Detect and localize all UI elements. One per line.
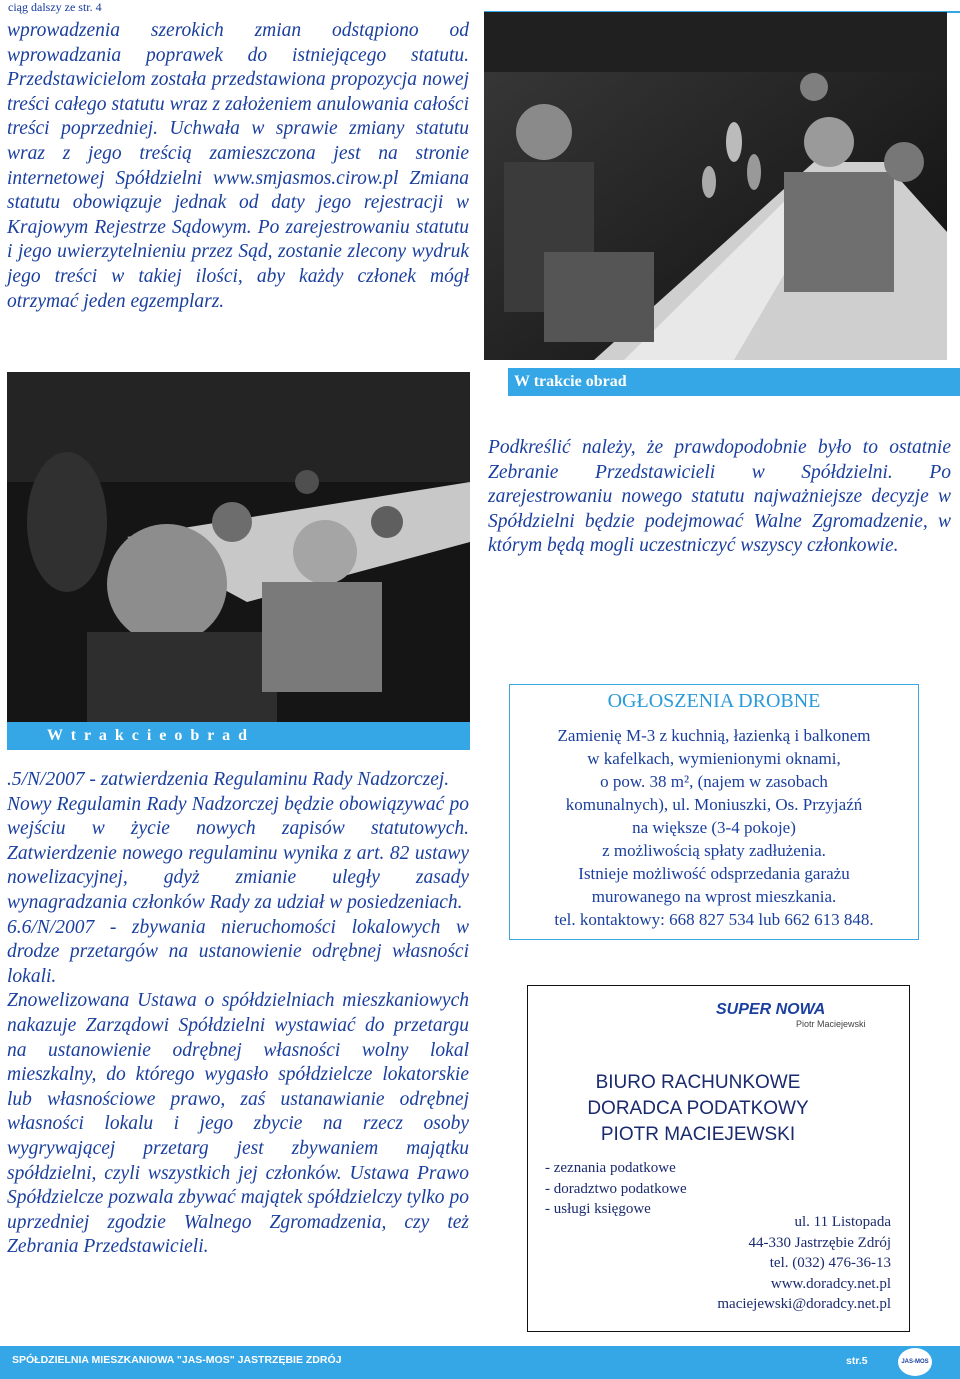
classifieds-box (509, 684, 919, 940)
classified-line: tel. kontaktowy: 668 827 534 lub 662 613 848. (554, 910, 874, 929)
caption-text: W trakcie obrad (514, 373, 627, 390)
footer-bar (0, 1346, 960, 1379)
photo-meeting-left (7, 372, 470, 722)
paragraph: Znowelizowana Ustawa o spółdzielniach mieszkaniowych nakazuje Zarządowi Spółdzielni wystawiać do przetargu na ustanowienie odrębnej własności wolny lokal mieszkalny, do którego wygasło spółdzielcze lokatorskie lub własnościowe prawo, zaś ustanawianie odrębnej własności lokalu i jego zbycie na rzecz osoby wygrywającej przetarg jest zbywaniem majątku spółdzielni, czyli wszystkich jej członków. Ustawa Prawo Spółdzielcze pozwala zbywać majątek spółdzielczy tylko po uprzedniej zgodzie Walnego Zgromadzenia, czy też Zebrania Przedstawicieli. (7, 990, 469, 1258)
classified-line: z możliwością spłaty zadłużenia. (602, 841, 826, 860)
super-nowa-logo (716, 1001, 891, 1041)
classified-line: na większe (3-4 pokoje) (632, 818, 796, 837)
logo-text: SUPER NOWA (716, 1001, 826, 1018)
ad-headline (548, 1070, 848, 1148)
ad-headline-line: PIOTR MACIEJEWSKI (600, 1124, 796, 1145)
footer-org: SPÓŁDZIELNIA MIESZKANIOWA "JAS-MOS" JASTRZĘBIE ZDRÓJ (12, 1354, 342, 1366)
caption-text: W t r a k c i e o b r a d (47, 727, 250, 744)
classified-line: Istnieje możliwość odsprzedania garażu (578, 864, 850, 883)
classifieds-title: OGŁOSZENIA DROBNE (607, 690, 821, 712)
address-line: ul. 11 Listopada (794, 1214, 891, 1230)
photo-meeting-left-image (7, 372, 470, 722)
page-number: str.5 (846, 1355, 868, 1367)
paragraph: Nowy Regulamin Rady Nadzorczej będzie obowiązywać po wejściu w życie nowych zapisów statutowych. Zatwierdzenie nowego regulaminu wynika z art. 82 ustawy nowelizacyjnej, gdyż zmianie uległy zasady wynagradzania członków Rady za udział w posiedzeniach. (7, 793, 469, 913)
email-link[interactable]: maciejewski@doradcy.net.pl (717, 1296, 891, 1312)
photo-meeting-top (484, 12, 947, 360)
paragraph: 6.6/N/2007 - zbywania nieruchomości lokalowych w drodze przetargów na ustanowienie odrębnej własności lokali. (7, 916, 469, 987)
logo-subtext: Piotr Maciejewski (796, 1019, 866, 1029)
photo-meeting-top-image (484, 12, 947, 360)
address-line: tel. (032) 476-36-13 (769, 1255, 891, 1271)
photo-caption-left (7, 722, 470, 750)
right-paragraph-block (488, 436, 951, 559)
accounting-ad (527, 985, 910, 1332)
ad-headline-line: BIURO RACHUNKOWE (595, 1072, 801, 1093)
paragraph: Podkreślić należy, że prawdopodobnie było to ostatnie Zebranie Przedstawicieli w Spółdzielni. Po zarejestrowaniu nowego statutu najważniejsze decyzje w Spółdzielni będzie podejmować Walne Zgromadzenie, w którym będą mogli uczestniczyć wszyscy członkowie. (488, 437, 951, 557)
left-bottom-column (7, 768, 469, 1260)
logo-label: JAS-MOS (901, 1359, 929, 1365)
continuation-note: ciąg dalszy ze str. 4 (8, 0, 102, 14)
classified-line: w kafelkach, wymienionymi oknami, (587, 749, 841, 768)
paragraph: wprowadzenia szerokich zmian odstąpiono od wprowadzania poprawek do istniejącego statutu. Przedstawicielom została przedstawiona propozycja nowej treści całego statutu wraz z założeniem anulowania całości treści poprzedniej. Uchwała w sprawie zmiany statutu wraz z jego treścią zamieszczona jest na stronie internetowej Spółdzielni www.smjasmos.cirow.pl Zmiana statutu obowiązuje jednak od daty jego rejestracji w Krajowym Rejestrze Sądowym. Po zarejestrowaniu statutu i jego uwierzytelnieniu przez Sąd, zostanie zlecony wydruk jego treści w takiej ilości, aby każdy członek mógł otrzymać jeden egzemplarz. (7, 20, 469, 312)
paragraph: .5/N/2007 - zatwierdzenia Regulaminu Rady Nadzorczej. (7, 769, 450, 790)
classified-line: Zamienię M-3 z kuchnią, łazienką i balkonem (557, 726, 871, 745)
classifieds-body (510, 724, 918, 931)
service-item: - zeznania podatkowe (545, 1160, 676, 1176)
ad-services (545, 1158, 687, 1220)
service-item: - usługi księgowe (545, 1201, 651, 1217)
website-link[interactable]: www.doradcy.net.pl (770, 1275, 891, 1292)
photo-caption-top (508, 368, 960, 396)
address-line: 44-330 Jastrzębie Zdrój (748, 1234, 891, 1251)
ad-headline-line: DORADCA PODATKOWY (587, 1098, 809, 1119)
classified-line: murowanego na wprost mieszkania. (591, 887, 837, 906)
jasmos-logo-icon (898, 1348, 932, 1376)
classified-line: o pow. 38 m², (najem w zasobach (600, 772, 828, 791)
ad-address (717, 1212, 891, 1315)
classified-line: komunalnych), ul. Moniuszki, Os. Przyjaźń (565, 795, 863, 814)
left-top-column (7, 19, 469, 314)
service-item: - doradztwo podatkowe (545, 1180, 687, 1197)
